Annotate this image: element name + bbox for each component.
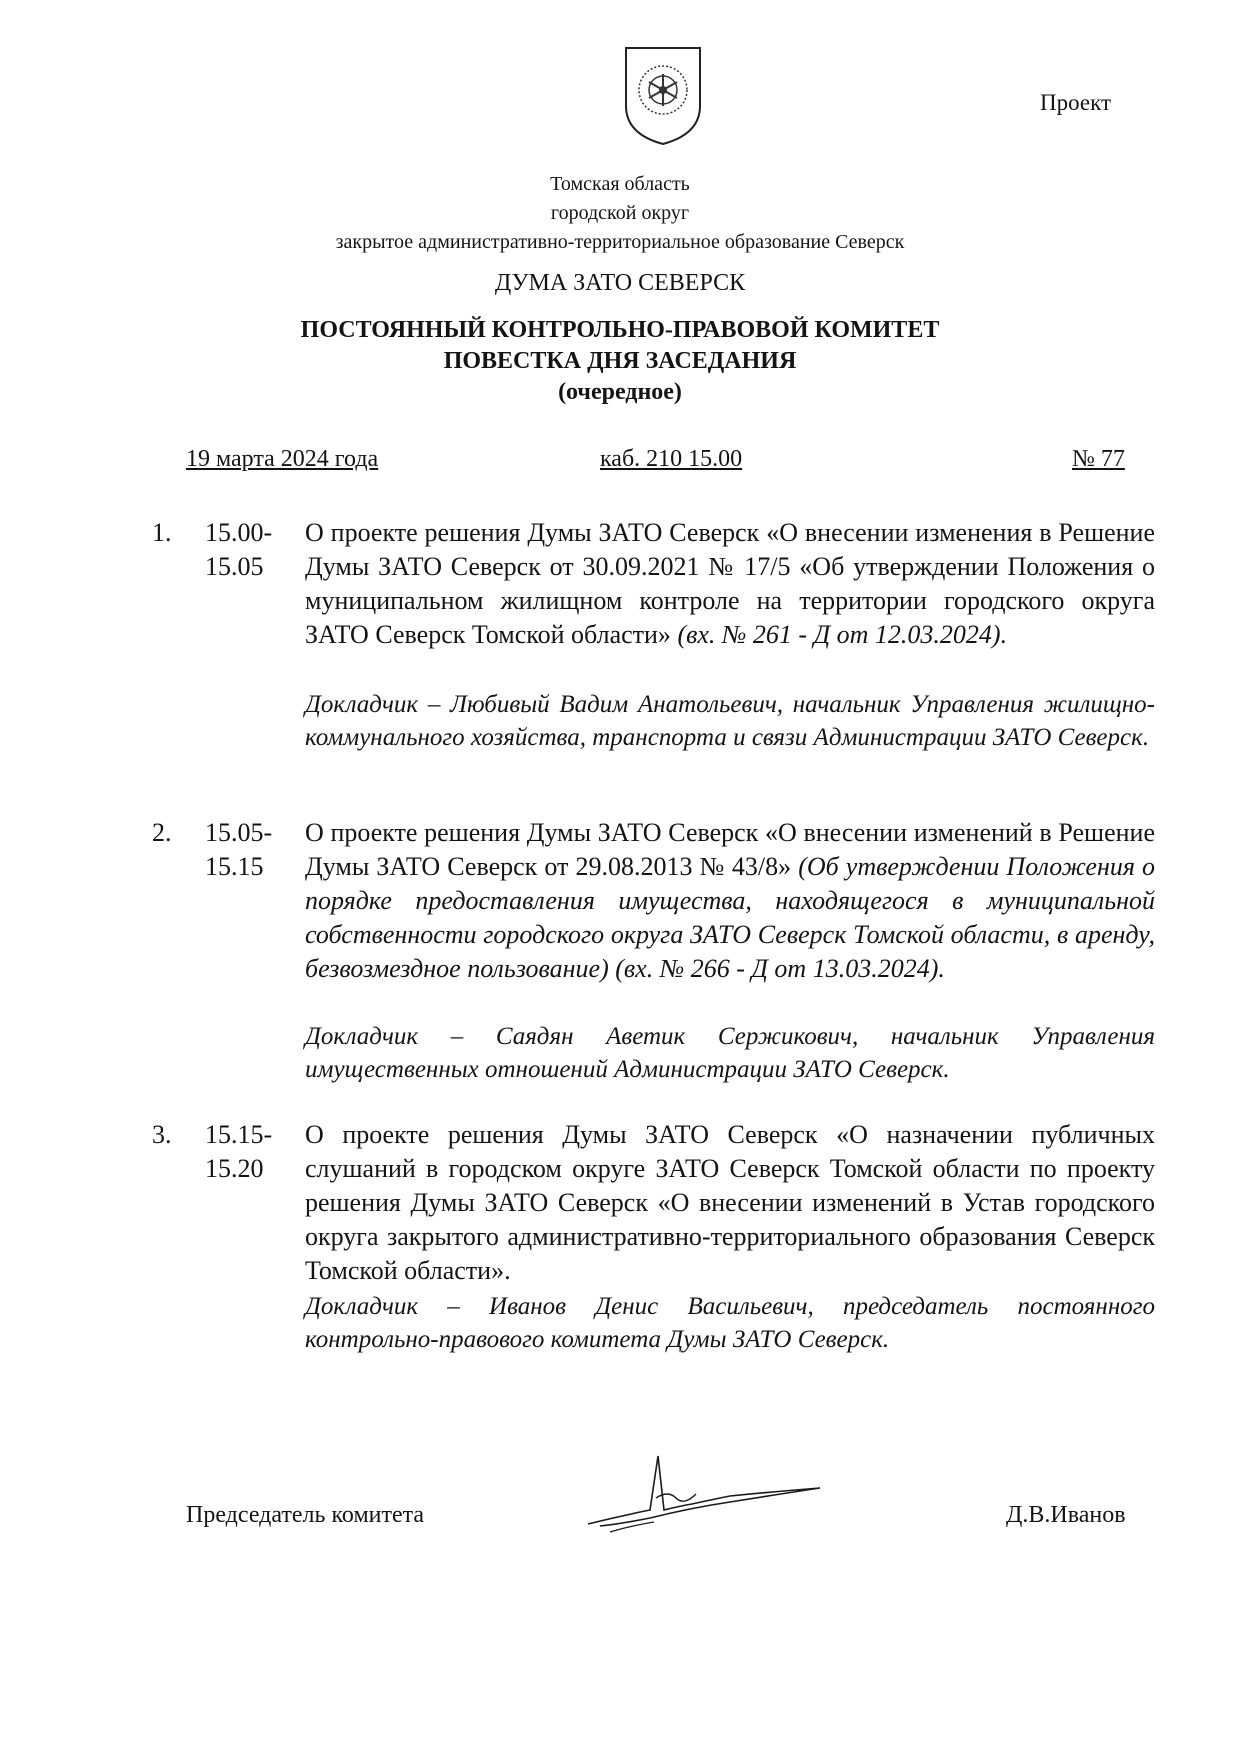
item-text <box>305 516 1155 652</box>
item-reference: (вх. № 261 - Д от 12.03.2024). <box>670 620 1008 649</box>
draft-status-label: Проект <box>1040 90 1112 115</box>
territory-line: закрытое административно-территориальное образование Северск <box>335 231 905 253</box>
document-heading <box>0 315 1240 408</box>
signatory-name: Д.В.Иванов <box>1006 1502 1126 1528</box>
item-speaker: Докладчик – Любивый Вадим Анатольевич, начальник Управления жилищно-коммунального хозяйства, транспорта и связи Администрации ЗАТО Северск. <box>305 691 1155 751</box>
item-time-start: 15.00- <box>205 518 273 547</box>
session-type: (очередное) <box>558 379 682 405</box>
item-speaker: Докладчик – Саядян Аветик Сержикович, начальник Управления имущественных отношений Администрации ЗАТО Северск. <box>305 1023 1155 1083</box>
item-speaker: Докладчик – Иванов Денис Васильевич, председатель постоянного контрольно-правового комитета Думы ЗАТО Северск. <box>305 1293 1155 1353</box>
signature-icon <box>580 1436 830 1546</box>
agenda-number: № 77 <box>1072 446 1125 472</box>
item-number: 1. <box>152 518 172 547</box>
meeting-date: 19 марта 2024 года <box>186 446 379 472</box>
district-line: городской округ <box>550 202 690 224</box>
item-time <box>205 1118 285 1186</box>
item-text <box>305 1118 1155 1288</box>
item-time-end: 15.05 <box>205 552 264 581</box>
item-title: О проекте решения Думы ЗАТО Северск «О внесении изменений в Решение Думы ЗАТО Северск от 29.08.2013 № 43/8» <box>305 818 1155 881</box>
item-time <box>205 816 285 884</box>
signatory-position: Председатель комитета <box>186 1502 425 1528</box>
meeting-room-time: каб. 210 15.00 <box>600 446 743 472</box>
item-text <box>305 816 1155 986</box>
region-header <box>0 170 1240 257</box>
document-title: ПОВЕСТКА ДНЯ ЗАСЕДАНИЯ <box>443 348 797 374</box>
item-number: 2. <box>152 818 172 847</box>
item-time-start: 15.15- <box>205 1120 273 1149</box>
item-time-end: 15.20 <box>205 1154 264 1183</box>
committee-name: ПОСТОЯННЫЙ КОНТРОЛЬНО-ПРАВОВОЙ КОМИТЕТ <box>300 317 940 343</box>
organization-name: ДУМА ЗАТО СЕВЕРСК <box>494 270 746 296</box>
item-number: 3. <box>152 1120 172 1149</box>
item-reference: (Об утверждении Положения о порядке предоставления имущества, находящегося в муниципальной собственности городского округа ЗАТО Северск Томской области, в аренду, безвозмездное пользование) (вх. № 266 - Д от 13.03.2024). <box>305 852 1155 983</box>
coat-of-arms-icon <box>622 44 704 148</box>
item-time-start: 15.05- <box>205 818 273 847</box>
item-title: О проекте решения Думы ЗАТО Северск «О внесении изменения в Решение Думы ЗАТО Северск от 30.09.2021 № 17/5 «Об утверждении Положения о муниципальном жилищном контроле на территории городского округа ЗАТО Северск Томской области» <box>305 518 1155 649</box>
item-time-end: 15.15 <box>205 852 264 881</box>
region-line: Томская область <box>550 173 690 195</box>
item-title: О проекте решения Думы ЗАТО Северск «О назначении публичных слушаний в городском округе ЗАТО Северск Томской области по проекту решения Думы ЗАТО Северск «О внесении изменений в Устав городского округа закрытого административно-территориального образования Северск Томской области». <box>305 1120 1155 1285</box>
item-time <box>205 516 285 584</box>
